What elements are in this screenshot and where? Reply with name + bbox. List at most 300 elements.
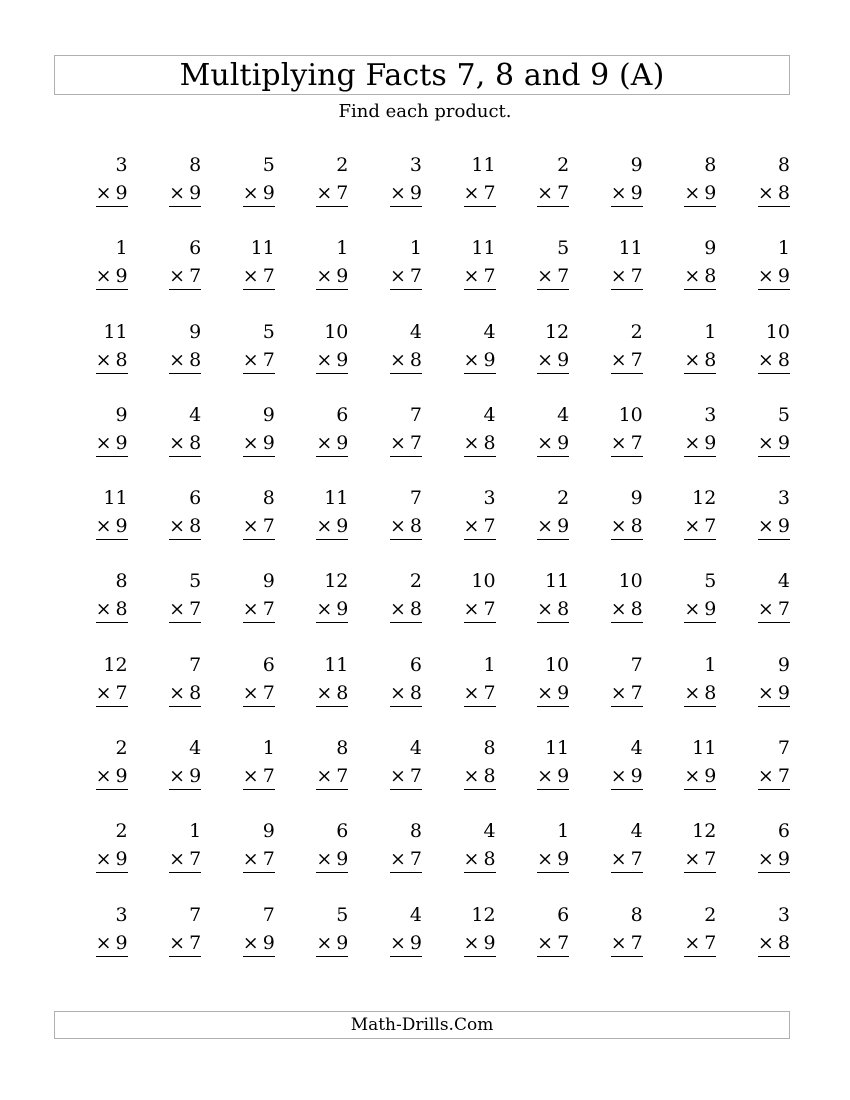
multiplicand: 4 [189, 737, 202, 760]
problem [275, 152, 349, 235]
multiplicand: 10 [765, 320, 790, 343]
multiplier: 9 [630, 182, 643, 204]
problem [201, 152, 275, 235]
times-sign: × [95, 931, 112, 954]
multiplicand: 2 [115, 820, 128, 843]
multiplicand: 8 [189, 154, 202, 176]
problem [128, 485, 202, 568]
multiplicand: 9 [115, 403, 128, 426]
times-sign: × [389, 598, 406, 621]
multiplier-line [684, 267, 716, 290]
multiplier-line [610, 931, 643, 957]
times-sign: × [757, 431, 774, 454]
multiplicand: 6 [336, 820, 349, 843]
times-sign: × [610, 681, 627, 704]
multiplicand: 1 [557, 820, 570, 843]
problem [569, 902, 643, 985]
problem [348, 568, 422, 651]
problem [422, 235, 496, 318]
title-box [54, 55, 790, 95]
problem [716, 735, 790, 818]
times-sign: × [242, 598, 259, 621]
multiplier: 8 [409, 598, 422, 621]
times-sign: × [610, 931, 627, 954]
multiplier: 7 [262, 348, 275, 371]
multiplicand: 4 [483, 820, 496, 843]
times-sign: × [463, 848, 480, 871]
multiplicand: 5 [262, 154, 275, 176]
times-sign: × [610, 848, 627, 871]
multiplicand: 3 [483, 487, 496, 510]
multiplicand: 11 [471, 237, 496, 260]
times-sign: × [389, 265, 406, 288]
multiplicand: 10 [618, 403, 643, 426]
multiplier: 8 [630, 598, 643, 621]
multiplicand: 2 [115, 737, 128, 760]
multiplicand: 8 [409, 820, 422, 843]
multiplicand: 4 [409, 320, 422, 343]
multiplier-line [169, 681, 202, 707]
multiplier: 9 [704, 182, 717, 204]
multiplier: 9 [262, 431, 275, 454]
problem [496, 735, 570, 818]
multiplier: 9 [777, 848, 790, 871]
multiplicand: 7 [777, 737, 790, 760]
multiplicand: 1 [777, 237, 790, 260]
problem [496, 902, 570, 985]
multiplicand: 2 [336, 154, 349, 176]
multiplicand: 3 [115, 154, 128, 176]
multiplier-line [463, 681, 496, 707]
multiplicand: 1 [262, 737, 275, 760]
multiplier-line [464, 600, 496, 623]
times-sign: × [169, 931, 186, 954]
multiplier: 9 [557, 515, 570, 538]
multiplier-line [243, 600, 275, 623]
multiplier-line [96, 850, 128, 873]
multiplier: 8 [630, 515, 643, 538]
problem [348, 652, 422, 735]
times-sign: × [95, 182, 112, 204]
multiplicand: 4 [630, 737, 643, 760]
problem [643, 402, 717, 485]
multiplicand: 7 [630, 653, 643, 676]
multiplicand: 4 [777, 570, 790, 593]
multiplicand: 7 [189, 903, 202, 926]
problem [275, 485, 349, 568]
multiplier: 9 [336, 431, 349, 454]
problem [569, 818, 643, 901]
multiplier-line [95, 931, 128, 957]
problem [643, 235, 717, 318]
multiplicand: 11 [103, 487, 128, 510]
problem [275, 235, 349, 318]
multiplier: 9 [189, 182, 202, 204]
multiplier-line [684, 184, 716, 207]
multiplier: 9 [262, 931, 275, 954]
times-sign: × [684, 265, 701, 288]
multiplicand: 5 [336, 903, 349, 926]
times-sign: × [757, 265, 774, 288]
problem [422, 319, 496, 402]
multiplier-line [684, 931, 717, 957]
multiplicand: 11 [103, 320, 128, 343]
multiplicand: 1 [115, 237, 128, 260]
multiplicand: 5 [704, 570, 717, 593]
problem [716, 235, 790, 318]
times-sign: × [463, 431, 480, 454]
times-sign: × [463, 931, 480, 954]
multiplier-line [757, 931, 790, 957]
times-sign: × [316, 182, 333, 204]
times-sign: × [463, 681, 480, 704]
times-sign: × [169, 765, 186, 788]
times-sign: × [95, 348, 112, 371]
multiplier: 9 [557, 348, 570, 371]
times-sign: × [316, 765, 333, 788]
multiplier-line [464, 517, 496, 540]
multiplier: 8 [189, 515, 202, 538]
multiplier: 7 [557, 931, 570, 954]
multiplier: 8 [777, 348, 790, 371]
multiplicand: 3 [777, 487, 790, 510]
problem [54, 568, 128, 651]
times-sign: × [537, 681, 554, 704]
problem [643, 902, 717, 985]
multiplicand: 8 [115, 570, 128, 593]
problem [128, 319, 202, 402]
multiplier-line [169, 517, 201, 540]
times-sign: × [389, 431, 406, 454]
problem [643, 152, 717, 235]
times-sign: × [242, 348, 259, 371]
multiplier: 7 [483, 515, 496, 538]
multiplicand: 7 [189, 653, 202, 676]
times-sign: × [169, 348, 186, 371]
multiplier-line [96, 267, 128, 290]
problem [569, 402, 643, 485]
problem [643, 319, 717, 402]
multiplier-line [537, 681, 570, 707]
times-sign: × [610, 515, 627, 538]
multiplier: 7 [262, 515, 275, 538]
multiplier-line [537, 267, 569, 290]
times-sign: × [316, 681, 333, 704]
times-sign: × [95, 265, 112, 288]
multiplicand: 6 [777, 820, 790, 843]
multiplicand: 12 [471, 903, 496, 926]
multiplier-line [390, 767, 422, 790]
footer-box [54, 1011, 790, 1039]
problem [569, 568, 643, 651]
times-sign: × [242, 431, 259, 454]
multiplier: 7 [704, 848, 717, 871]
times-sign: × [316, 931, 333, 954]
times-sign: × [684, 931, 701, 954]
problem [275, 652, 349, 735]
times-sign: × [169, 515, 186, 538]
multiplicand: 8 [630, 903, 643, 926]
multiplier-line [243, 184, 275, 207]
times-sign: × [389, 182, 406, 204]
multiplier-line [390, 184, 422, 207]
times-sign: × [389, 681, 406, 704]
times-sign: × [610, 348, 627, 371]
multiplier-line [611, 184, 643, 207]
multiplier-line [316, 931, 349, 957]
multiplier-line [316, 681, 349, 707]
multiplier: 9 [704, 765, 717, 788]
problem [201, 568, 275, 651]
multiplier: 7 [630, 681, 643, 704]
times-sign: × [95, 765, 112, 788]
times-sign: × [463, 348, 480, 371]
multiplier: 9 [336, 931, 349, 954]
multiplier-line [389, 931, 422, 957]
multiplier: 9 [777, 681, 790, 704]
times-sign: × [95, 515, 112, 538]
multiplier-line [96, 517, 128, 540]
multiplier: 9 [336, 348, 349, 371]
problem [275, 319, 349, 402]
multiplier: 7 [262, 265, 275, 288]
problem [569, 152, 643, 235]
problem [716, 152, 790, 235]
multiplier: 9 [115, 182, 128, 204]
multiplier-line [169, 600, 201, 623]
multiplier-line [243, 850, 275, 873]
multiplicand: 2 [557, 487, 570, 510]
multiplier: 7 [409, 765, 422, 788]
multiplier-line [243, 267, 275, 290]
problem [422, 402, 496, 485]
times-sign: × [757, 765, 774, 788]
multiplier-line [390, 267, 422, 290]
problem [716, 902, 790, 985]
multiplier: 7 [630, 265, 643, 288]
multiplicand: 12 [103, 653, 128, 676]
multiplier-line [316, 267, 348, 290]
multiplier-line [169, 184, 201, 207]
problem [569, 235, 643, 318]
multiplier: 7 [630, 431, 643, 454]
multiplier: 7 [557, 182, 570, 204]
multiplier: 8 [409, 348, 422, 371]
multiplicand: 5 [557, 237, 570, 260]
multiplier-line [169, 267, 201, 290]
multiplier-line [464, 767, 496, 790]
times-sign: × [463, 515, 480, 538]
multiplier: 7 [336, 765, 349, 788]
problem [128, 902, 202, 985]
page-title: Multiplying Facts 7, 8 and 9 (A) [179, 58, 665, 93]
multiplier: 7 [483, 182, 496, 204]
times-sign: × [610, 431, 627, 454]
times-sign: × [169, 598, 186, 621]
multiplier: 8 [777, 182, 790, 204]
multiplier: 7 [777, 598, 790, 621]
multiplicand: 11 [324, 487, 349, 510]
multiplicand: 11 [692, 737, 717, 760]
problem [569, 485, 643, 568]
multiplier: 9 [115, 931, 128, 954]
problem [496, 319, 570, 402]
multiplier-line [390, 850, 422, 873]
multiplicand: 1 [704, 320, 717, 343]
times-sign: × [537, 265, 554, 288]
multiplier-line [464, 267, 496, 290]
times-sign: × [537, 348, 554, 371]
multiplier-line [390, 517, 422, 540]
multiplier-line [757, 681, 790, 707]
multiplicand: 2 [557, 154, 570, 176]
multiplier: 9 [409, 182, 422, 204]
multiplier: 8 [704, 348, 717, 371]
multiplier: 8 [115, 348, 128, 371]
multiplier-line [758, 767, 790, 790]
problem [54, 235, 128, 318]
multiplicand: 1 [704, 653, 717, 676]
multiplicand: 10 [324, 320, 349, 343]
multiplier-line [537, 184, 569, 207]
multiplier: 9 [777, 431, 790, 454]
multiplier-line [611, 267, 643, 290]
problem [54, 402, 128, 485]
multiplier-line [758, 184, 790, 207]
multiplier: 9 [483, 931, 496, 954]
multiplicand: 8 [262, 487, 275, 510]
problem [643, 485, 717, 568]
times-sign: × [242, 931, 259, 954]
multiplicand: 11 [250, 237, 275, 260]
multiplier-line [758, 267, 790, 290]
multiplier: 7 [483, 598, 496, 621]
multiplicand: 11 [618, 237, 643, 260]
times-sign: × [169, 681, 186, 704]
times-sign: × [169, 182, 186, 204]
multiplier: 7 [409, 431, 422, 454]
problem [569, 652, 643, 735]
problem [201, 652, 275, 735]
times-sign: × [684, 765, 701, 788]
multiplier-line [316, 431, 349, 457]
multiplier-line [95, 431, 128, 457]
multiplier-line [537, 348, 570, 374]
multiplicand: 12 [324, 570, 349, 593]
times-sign: × [610, 265, 627, 288]
multiplier: 7 [189, 931, 202, 954]
problem [716, 319, 790, 402]
multiplier-line [684, 681, 717, 707]
problem [716, 652, 790, 735]
multiplicand: 8 [483, 737, 496, 760]
multiplier: 9 [189, 765, 202, 788]
multiplier-line [242, 931, 275, 957]
multiplier-line [684, 850, 716, 873]
multiplier: 9 [777, 515, 790, 538]
multiplier-line [96, 184, 128, 207]
problem [422, 735, 496, 818]
multiplicand: 8 [777, 154, 790, 176]
problem [54, 735, 128, 818]
times-sign: × [537, 931, 554, 954]
multiplicand: 10 [544, 653, 570, 676]
multiplier-line [610, 348, 643, 374]
times-sign: × [537, 182, 554, 204]
multiplier: 9 [704, 598, 717, 621]
times-sign: × [169, 431, 186, 454]
problem [128, 402, 202, 485]
times-sign: × [95, 431, 112, 454]
times-sign: × [316, 265, 333, 288]
multiplicand: 11 [324, 653, 349, 676]
multiplicand: 1 [189, 820, 202, 843]
multiplier-line [684, 767, 716, 790]
multiplier-line [242, 431, 275, 457]
multiplier: 9 [336, 848, 349, 871]
problem [496, 402, 570, 485]
multiplier-line [316, 850, 348, 873]
times-sign: × [537, 765, 554, 788]
multiplier-line [758, 517, 790, 540]
multiplier-line [389, 681, 422, 707]
multiplier: 9 [483, 348, 496, 371]
multiplier-line [169, 850, 201, 873]
multiplier-line [684, 517, 716, 540]
multiplier: 9 [115, 431, 128, 454]
problem [128, 568, 202, 651]
problem [128, 652, 202, 735]
multiplier: 7 [630, 931, 643, 954]
multiplier-line [684, 348, 717, 374]
multiplicand: 9 [704, 237, 717, 260]
multiplicand: 9 [777, 653, 790, 676]
problem [201, 402, 275, 485]
multiplier-line [463, 348, 496, 374]
problem [496, 568, 570, 651]
multiplier: 8 [483, 431, 496, 454]
multiplier: 7 [189, 598, 202, 621]
multiplicand: 4 [483, 320, 496, 343]
times-sign: × [463, 265, 480, 288]
times-sign: × [242, 265, 259, 288]
multiplier-line [758, 600, 790, 623]
multiplicand: 9 [189, 320, 202, 343]
problem [54, 818, 128, 901]
multiplicand: 7 [409, 403, 422, 426]
problem [496, 235, 570, 318]
multiplier: 9 [336, 265, 349, 288]
multiplier: 8 [777, 931, 790, 954]
multiplicand: 9 [262, 820, 275, 843]
problem [716, 485, 790, 568]
multiplier: 7 [483, 265, 496, 288]
multiplier: 8 [189, 431, 202, 454]
problem [422, 568, 496, 651]
times-sign: × [684, 848, 701, 871]
problem [54, 152, 128, 235]
multiplier-line [684, 431, 717, 457]
multiplier-line [316, 767, 348, 790]
multiplier: 7 [262, 598, 275, 621]
multiplicand: 7 [262, 903, 275, 926]
multiplicand: 1 [409, 237, 422, 260]
multiplicand: 6 [336, 403, 349, 426]
problem [643, 735, 717, 818]
multiplier: 7 [483, 681, 496, 704]
times-sign: × [389, 348, 406, 371]
times-sign: × [169, 265, 186, 288]
